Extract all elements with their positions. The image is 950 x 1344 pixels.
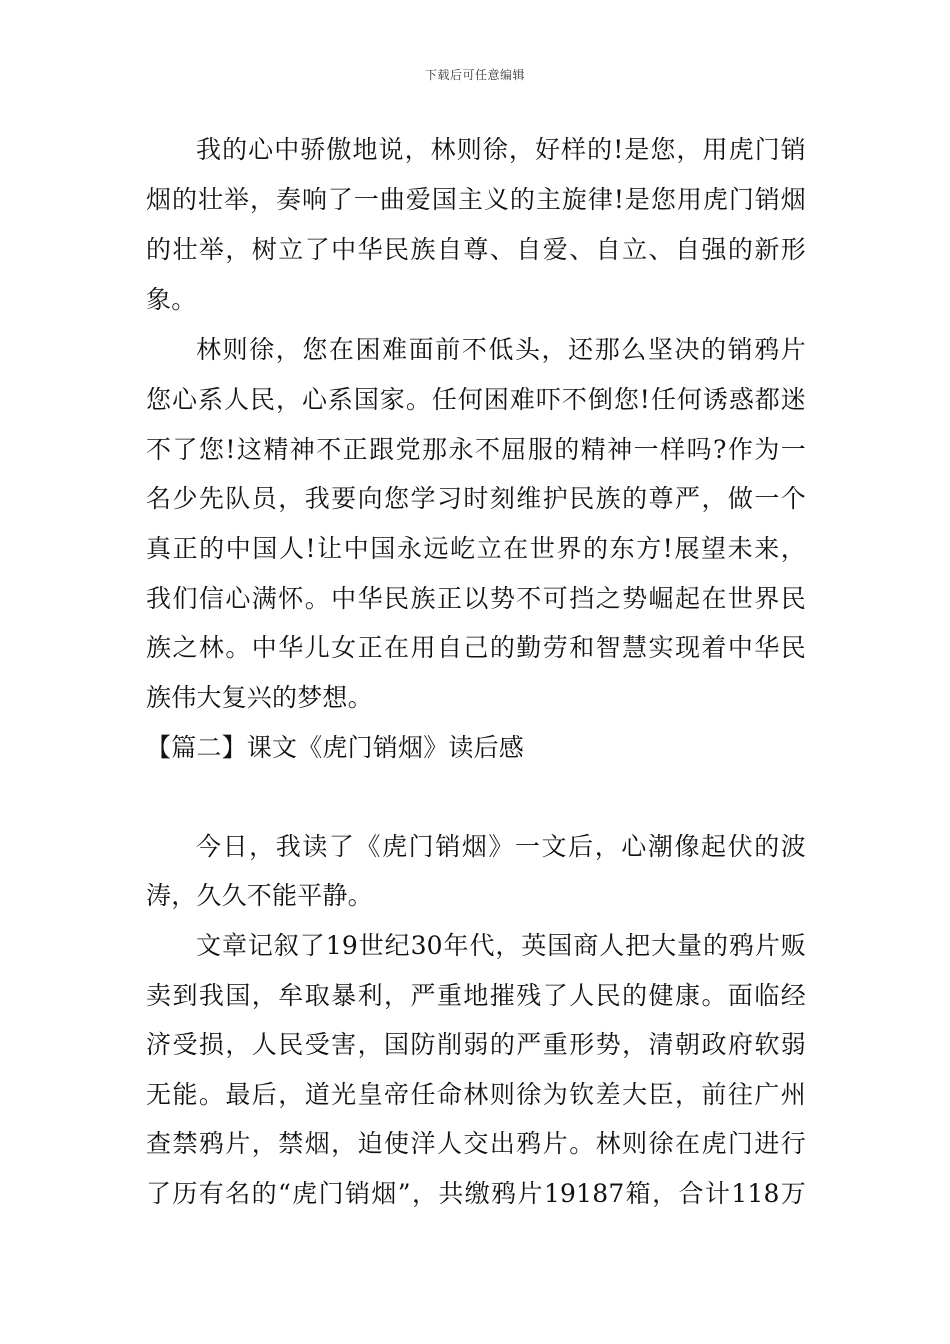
paragraph-line: 卖到我国，牟取暴利，严重地摧残了人民的健康。面临经 — [146, 981, 806, 1010]
paragraph-line: 我的心中骄傲地说，林则徐，好样的!是您，用虎门销 — [196, 135, 806, 164]
paragraph-line: 族之林。中华儿女正在用自己的勤劳和智慧实现着中华民 — [146, 633, 806, 662]
paragraph-line: 济受损，人民受害，国防削弱的严重形势，清朝政府软弱 — [146, 1030, 806, 1059]
paragraph-line: 无能。最后，道光皇帝任命林则徐为钦差大臣，前往广州 — [146, 1080, 806, 1109]
page-header-note: 下载后可任意编辑 — [424, 68, 525, 82]
paragraph-line: 文章记叙了19世纪30年代，英国商人把大量的鸦片贩 — [196, 931, 806, 960]
paragraph-line: 的壮举，树立了中华民族自尊、自爱、自立、自强的新形 — [146, 235, 806, 264]
paragraph-line: 林则徐，您在困难面前不低头，还那么坚决的销鸦片 — [196, 335, 806, 364]
paragraph-line: 名少先队员，我要向您学习时刻维护民族的尊严，做一个 — [146, 484, 806, 513]
paragraph-line: 今日，我读了《虎门销烟》一文后，心潮像起伏的波 — [196, 832, 806, 861]
paragraph-line: 象。 — [146, 285, 197, 314]
paragraph-line: 查禁鸦片，禁烟，迫使洋人交出鸦片。林则徐在虎门进行 — [146, 1129, 806, 1158]
paragraph-line: 涛，久久不能平静。 — [146, 881, 373, 910]
paragraph-line: 我们信心满怀。中华民族正以势不可挡之势崛起在世界民 — [146, 584, 806, 613]
paragraph-line: 烟的壮举，奏响了一曲爱国主义的主旋律!是您用虎门销烟 — [146, 185, 806, 214]
paragraph-line: 真正的中国人!让中国永远屹立在世界的东方!展望未来， — [146, 534, 806, 563]
paragraph-line: 了历有名的“虎门销烟”，共缴鸦片19187箱，合计118万 — [146, 1179, 806, 1208]
paragraph-line: 您心系人民，心系国家。任何困难吓不倒您!任何诱惑都迷 — [146, 385, 806, 414]
paragraph-line: 族伟大复兴的梦想。 — [146, 683, 373, 712]
paragraph-line: 不了您!这精神不正跟党那永不屈服的精神一样吗?作为一 — [146, 435, 806, 464]
section-heading: 【篇二】课文《虎门销烟》读后感 — [146, 733, 525, 762]
